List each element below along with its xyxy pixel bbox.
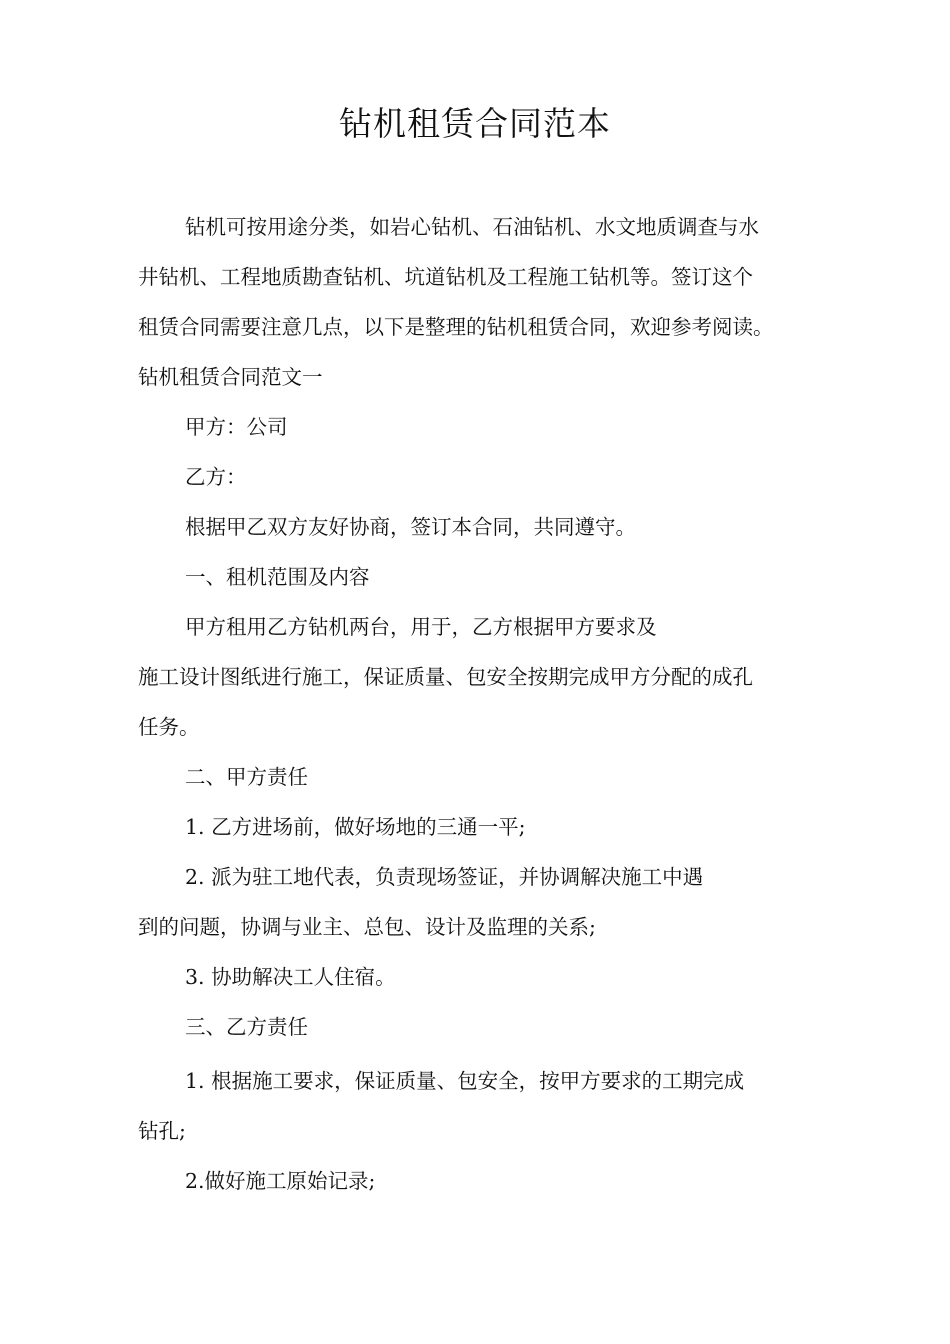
party-b-line: 乙方： xyxy=(185,465,247,489)
clause-heading-1: 一、租机范围及内容 xyxy=(185,565,370,589)
intro-line-2: 井钻机、工程地质勘查钻机、坑道钻机及工程施工钻机等。签订这个 xyxy=(138,265,753,289)
clause-1-line-1: 甲方租用乙方钻机两台，用于，乙方根据甲方要求及 xyxy=(185,615,657,639)
agreement-preamble: 根据甲乙双方友好协商，签订本合同，共同遵守。 xyxy=(185,515,636,539)
clause-2-item-2-line-2: 到的问题，协调与业主、总包、设计及监理的关系; xyxy=(138,915,596,939)
clause-heading-3: 三、乙方责任 xyxy=(185,1015,308,1039)
document-title: 钻机租赁合同范本 xyxy=(339,104,611,143)
clause-2-item-1: 1. 乙方进场前，做好场地的三通一平; xyxy=(185,815,526,839)
clause-3-item-2: 2.做好施工原始记录; xyxy=(185,1169,376,1193)
clause-heading-2: 二、甲方责任 xyxy=(185,765,308,789)
clause-2-item-3: 3. 协助解决工人住宿。 xyxy=(185,965,396,989)
clause-1-line-3: 任务。 xyxy=(138,715,200,739)
clause-2-item-2-line-1: 2. 派为驻工地代表，负责现场签证，并协调解决施工中遇 xyxy=(185,865,704,889)
intro-line-3: 租赁合同需要注意几点，以下是整理的钻机租赁合同，欢迎参考阅读。 xyxy=(138,315,774,339)
clause-3-item-1-line-1: 1. 根据施工要求，保证质量、包安全，按甲方要求的工期完成 xyxy=(185,1069,745,1093)
party-a-line: 甲方：公司 xyxy=(185,415,288,439)
section-heading-sample-one: 钻机租赁合同范文一 xyxy=(138,365,323,389)
clause-3-item-1-line-2: 钻孔; xyxy=(138,1119,186,1143)
clause-1-line-2: 施工设计图纸进行施工，保证质量、包安全按期完成甲方分配的成孔 xyxy=(138,665,753,689)
intro-line-1: 钻机可按用途分类，如岩心钻机、石油钻机、水文地质调查与水 xyxy=(185,215,759,239)
